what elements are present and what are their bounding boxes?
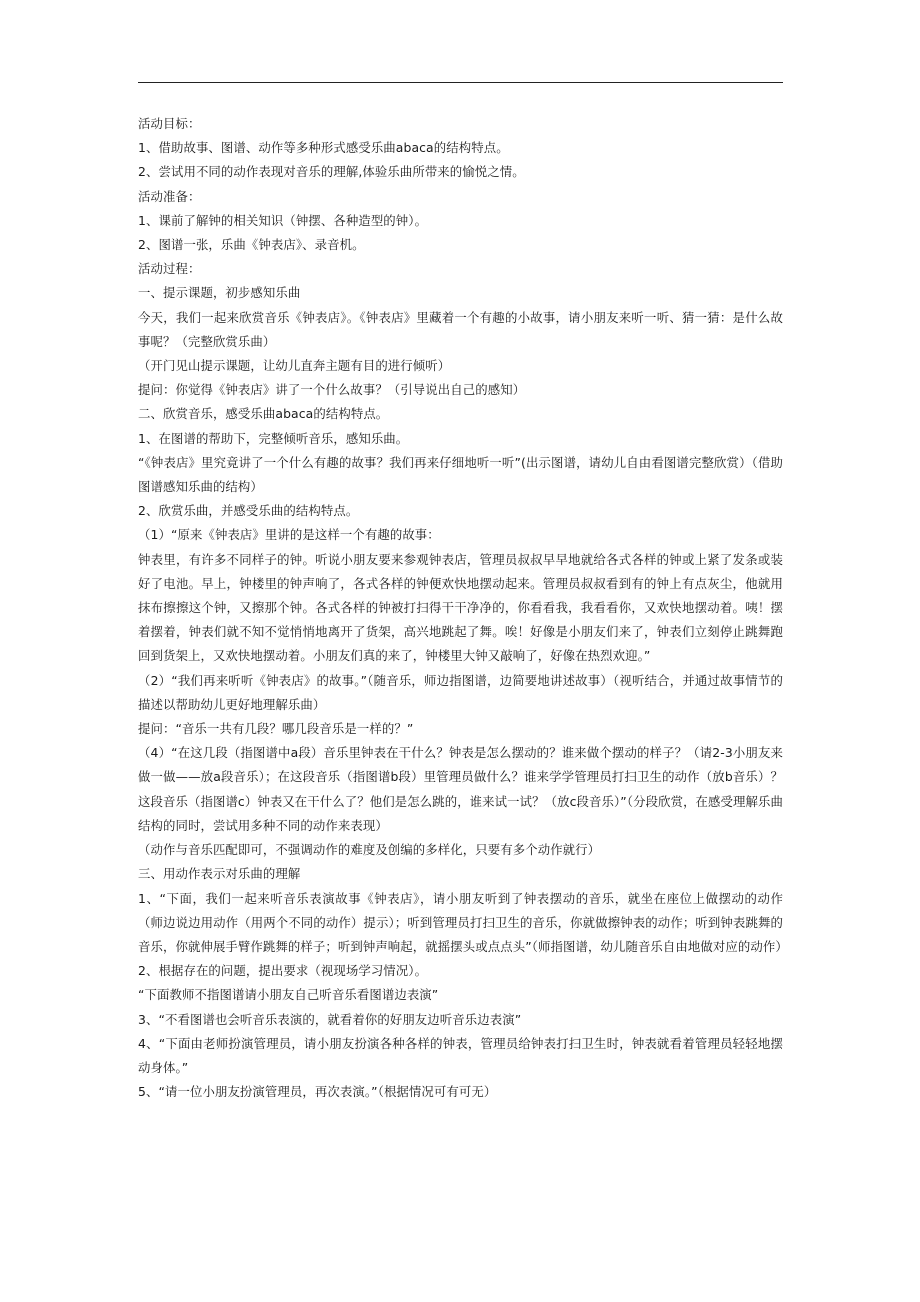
paragraph: 1、在图谱的帮助下，完整倾听音乐，感知乐曲。: [138, 430, 409, 446]
paragraph: 提问：“音乐一共有几段？哪几段音乐是一样的？”: [138, 721, 414, 737]
section-heading: 一、提示课题，初步感知乐曲: [138, 285, 301, 301]
paragraph: 3、“不看图谱也会听音乐表演的，就看着你的好朋友边听音乐边表演”: [138, 1011, 522, 1027]
section-heading: 三、用动作表示对乐曲的理解: [138, 866, 301, 882]
paragraph: 1、借助故事、图谱、动作等多种形式感受乐曲abaca的结构特点。: [138, 140, 509, 156]
paragraph: 2、尝试用不同的动作表现对音乐的理解,体验乐曲所带来的愉悦之情。: [138, 164, 525, 180]
document-body: [138, 112, 788, 1104]
paragraph: 2、图谱一张，乐曲《钟表店》、录音机。: [138, 237, 365, 253]
heading-preparation: 活动准备：: [138, 188, 201, 204]
paragraph: 提问：你觉得《钟表店》讲了一个什么故事？（引导说出自己的感知）: [138, 382, 526, 398]
paragraph: （2）“我们再来听听《钟表店》的故事。”（随音乐，师边指图谱，边简要地讲述故事）（视听结合，并通过故事情节的描述以帮助幼儿更好地理解乐曲）: [138, 672, 783, 712]
heading-process: 活动过程：: [138, 261, 201, 277]
section-heading: 二、欣赏音乐，感受乐曲abaca的结构特点。: [138, 406, 389, 422]
paragraph: 4、“下面由老师扮演管理员，请小朋友扮演各种各样的钟表，管理员给钟表打扫卫生时，钟表就看着管理员轻轻地摆动身体。”: [138, 1035, 783, 1075]
heading-goals: 活动目标：: [138, 116, 201, 131]
paragraph: （开门见山提示课题，让幼儿直奔主题有目的进行倾听）: [138, 358, 451, 374]
paragraph: “《钟表店》里究竟讲了一个什么有趣的故事？我们再来仔细地听一听”(出示图谱，请幼儿自由看图谱完整欣赏）（借助图谱感知乐曲的结构）: [138, 454, 783, 495]
paragraph: 2、欣赏乐曲，并感受乐曲的结构特点。: [138, 503, 359, 519]
paragraph: 1、“下面，我们一起来听音乐表演故事《钟表店》，请小朋友听到了钟表摆动的音乐，就坐在座位上做摆动的动作（师边说边用动作（用两个不同的动作）提示）；听到管理员打扫卫生的音乐，你就做擦钟表的动作；听到钟表跳舞的音乐，你就伸展手臂作跳舞的样子；听到钟声响起，就摇摆头或点点头”（师指图谱，幼儿随音乐自由地做对应的动作）: [138, 890, 788, 954]
story-paragraph: 钟表里，有许多不同样子的钟。听说小朋友要来参观钟表店，管理员叔叔早早地就给各式各样的钟或上紧了发条或装好了电池。早上，钟楼里的钟声响了，各式各样的钟便欢快地摆动起来。管理员叔叔看到有的钟上有点灰尘，他就用抹布擦擦这个钟，又擦那个钟。各式各样的钟被打扫得干干净净的，你看看我，我看看你，又欢快地摆动着。咦！摆着摆着，钟表们就不知不觉悄悄地离开了货架，高兴地跳起了舞。唉！好像是小朋友们来了，钟表们立刻停止跳舞跑回到货架上，又欢快地摆动着。小朋友们真的来了，钟楼里大钟又敲响了，好像在热烈欢迎。”: [138, 551, 783, 664]
paragraph: （4）“在这几段（指图谱中a段）音乐里钟表在干什么？钟表是怎么摆动的？谁来做个摆动的样子？（请2-3小朋友来做一做——放a段音乐）；在这段音乐（指图谱b段）里管理员做什么？谁来学学管理员打扫卫生的动作（放b音乐）？这段音乐（指图谱c）钟表又在干什么了？他们是怎么跳的，谁来试一试？（放c段音乐）”（分段欣赏，在感受理解乐曲结构的同时，尝试用多种不同的动作来表现）: [138, 745, 783, 833]
paragraph: 1、课前了解钟的相关知识（钟摆、各种造型的钟）。: [138, 212, 428, 228]
paragraph: 今天，我们一起来欣赏音乐《钟表店》。《钟表店》里藏着一个有趣的小故事，请小朋友来听一听、猜一猜：是什么故事呢？（完整欣赏乐曲）: [138, 309, 783, 349]
paragraph: （动作与音乐匹配即可，不强调动作的难度及创编的多样化，只要有多个动作就行）: [138, 842, 601, 858]
paragraph: “下面教师不指图谱请小朋友自己听音乐看图谱边表演”: [138, 987, 439, 1003]
paragraph: 2、根据存在的问题，提出要求（视现场学习情况）。: [138, 963, 428, 979]
paragraph: （1）“原来《钟表店》里讲的是这样一个有趣的故事：: [138, 527, 440, 543]
paragraph: 5、“请一位小朋友扮演管理员，再次表演。”（根据情况可有可无）: [138, 1084, 497, 1100]
header-rule: [138, 82, 783, 83]
